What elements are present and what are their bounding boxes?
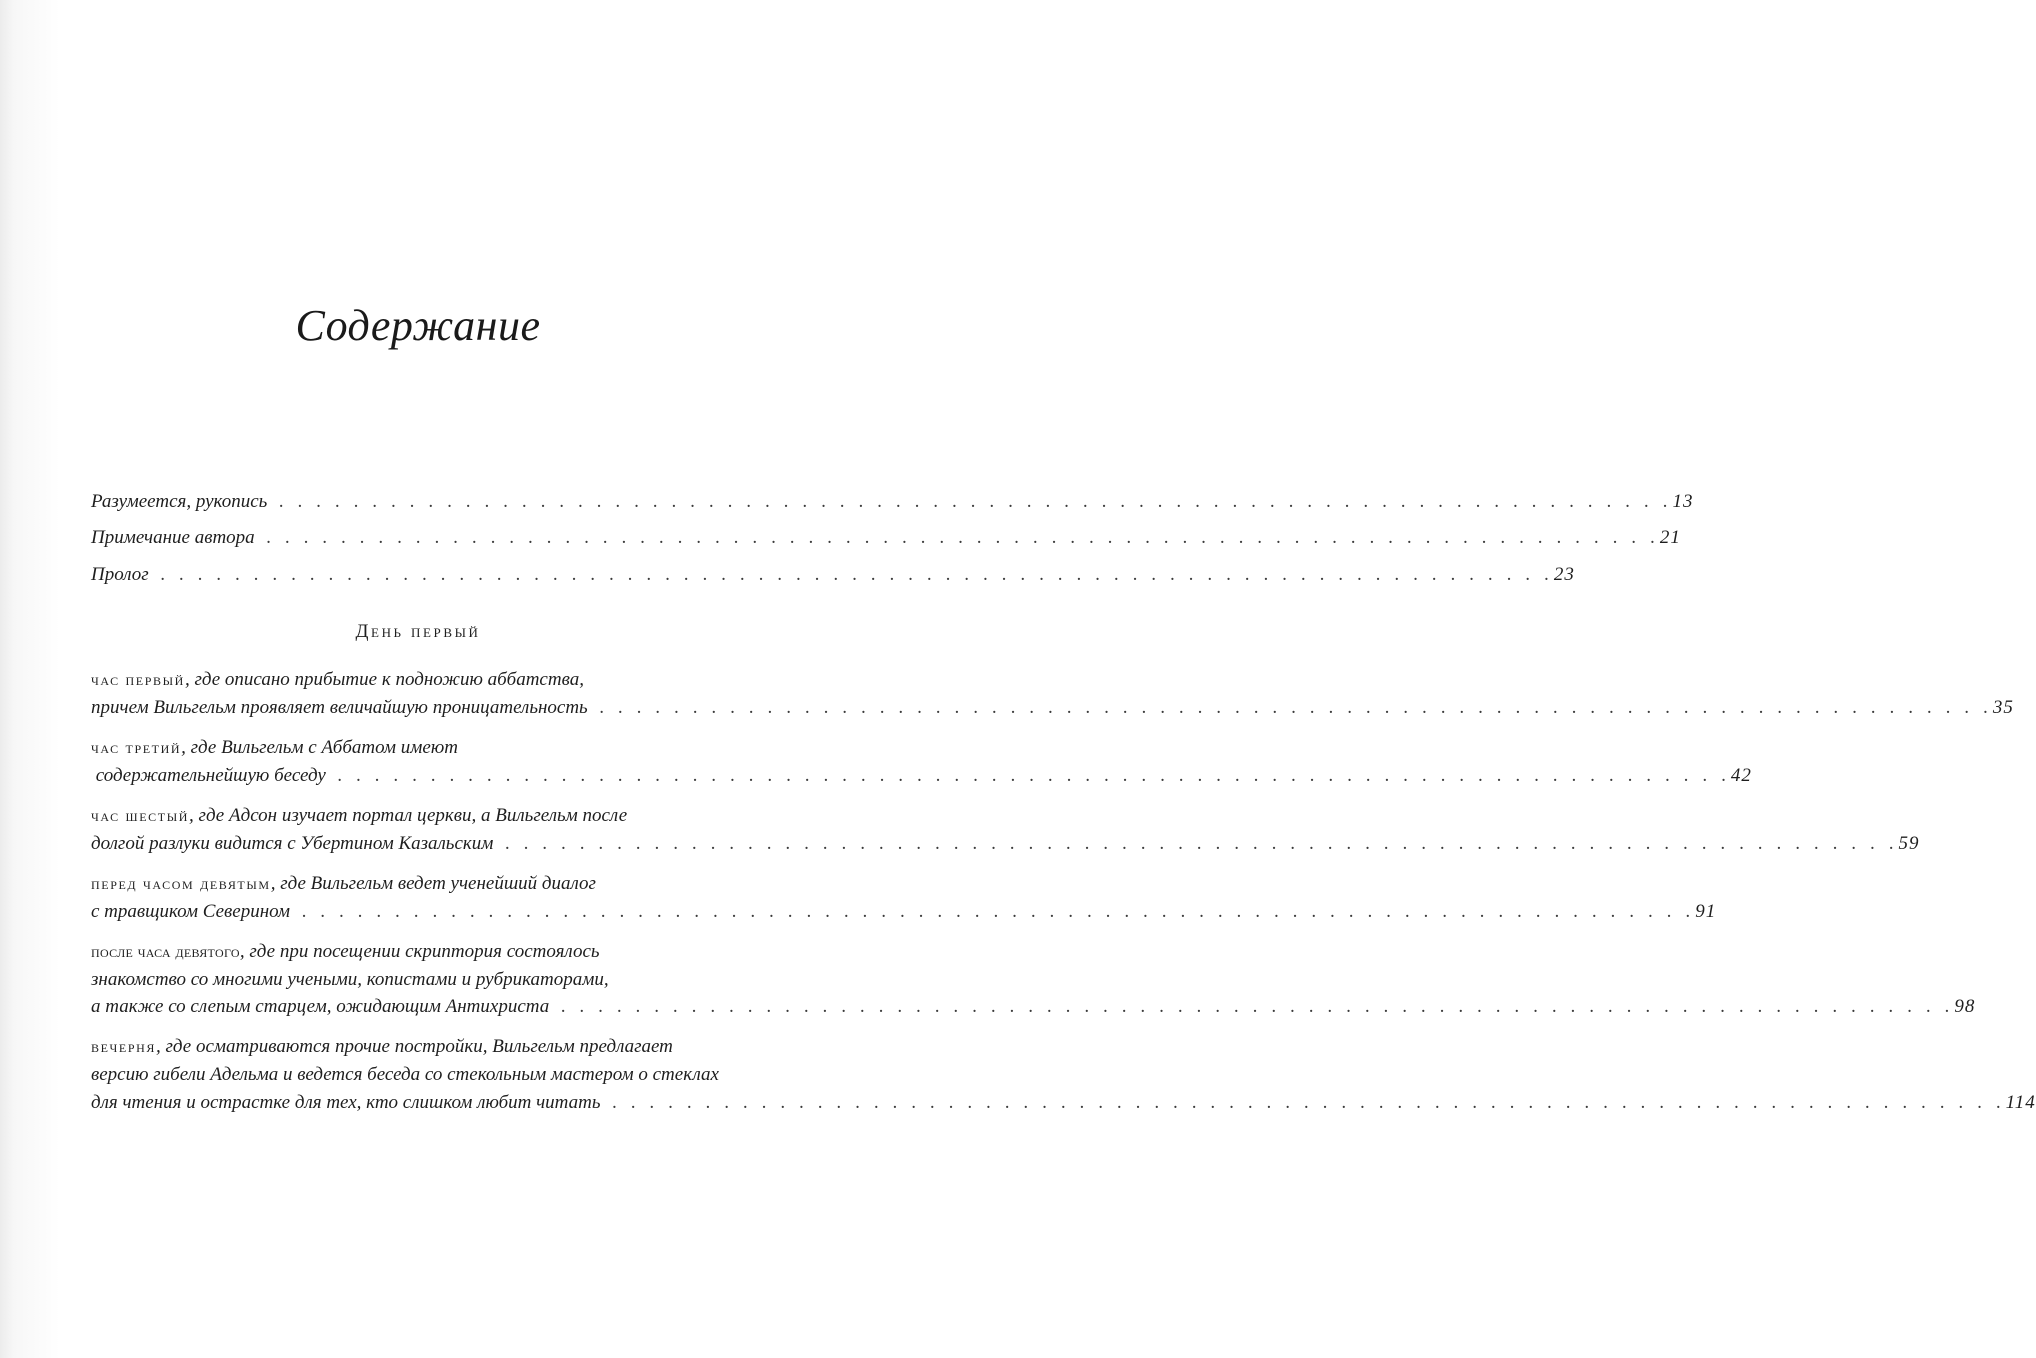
toc-entry-sixth-hour-line-1[interactable]: час шестый, где Адсон изучает портал церкви, а Вильгельм после	[91, 805, 628, 826]
toc-entry-before-ninth-line-1[interactable]: перед часом девятым, где Вильгельм ведет ученейший диалог	[91, 873, 596, 894]
toc-entry-third-hour-line-1[interactable]: час третий, где Вильгельм с Аббатом имеют	[91, 737, 458, 758]
toc-entry-title: Разумеется, рукопись	[91, 491, 268, 512]
toc-page-number: 35	[1992, 697, 2014, 718]
toc-entry-first-hour-line-1[interactable]: час первый, где описано прибытие к подножию аббатства,	[91, 669, 584, 690]
entry-description: знакомство со многими учеными, копистами и рубрикаторами,	[91, 969, 609, 990]
hour-label: после часа девятого	[91, 942, 240, 961]
entry-description: содержательнейшую беседу	[91, 765, 326, 786]
toc-entry-prologue[interactable]	[91, 561, 1575, 589]
entry-description: где осматриваются прочие постройки, Вильгельм предлагает	[165, 1036, 673, 1057]
dot-leader: . . . . . . . . . . . . . . . . . . . . . . . . . . . . . . . . . . . . . . . . . . . . . . . . . . . . . . . . . . . . . . . . . . . . . . . . . . .	[302, 901, 1696, 922]
toc-page-number: 59	[1898, 833, 1920, 854]
entry-description: версию гибели Адельма и ведется беседа со стекольным мастером о стеклах	[91, 1064, 719, 1085]
dot-leader: . . . . . . . . . . . . . . . . . . . . . . . . . . . . . . . . . . . . . . . . . . . . . . . . . . . . . . . . . . . . . . . . . . . . . . . . . . .	[612, 1092, 2006, 1113]
hour-label: перед часом девятым	[91, 874, 271, 893]
entry-description: где описано прибытие к подножию аббатства,	[194, 669, 584, 690]
entry-description: причем Вильгельм проявляет величайшую проницательность	[91, 697, 588, 718]
entry-description: а также со слепым старцем, ожидающим Антихриста	[91, 996, 550, 1017]
toc-entry-after-ninth-line-2[interactable]	[91, 966, 731, 994]
toc-entry-first-hour-line-2[interactable]	[91, 694, 2014, 722]
entry-description: где при посещении скриптория состоялось	[249, 941, 600, 962]
toc-page-number: 42	[1730, 765, 1752, 786]
entry-description: где Вильгельм ведет ученейший диалог	[280, 873, 596, 894]
toc-entry-before-ninth-line-2[interactable]	[91, 898, 1717, 926]
section-heading-day-one: День первый	[355, 621, 481, 642]
toc-page-number: 21	[1659, 527, 1681, 548]
toc-page-number: 23	[1553, 564, 1575, 585]
hour-label: час первый	[91, 670, 185, 689]
toc-entry-manuscript[interactable]	[91, 488, 1694, 516]
hour-label: вечерня	[91, 1037, 157, 1056]
entry-description: где Адсон изучает портал церкви, а Вильгельм после	[198, 805, 628, 826]
toc-entry-author-note[interactable]	[91, 524, 1681, 552]
toc-entry-after-ninth-line-1[interactable]: после часа девятого, где при посещении скриптория состоялось	[91, 941, 600, 962]
toc-entry-vespers-line-2[interactable]	[91, 1061, 731, 1089]
entry-description: для чтения и острастке для тех, кто слишком любит читать	[91, 1092, 601, 1113]
page-title: Содержание	[295, 301, 541, 350]
entry-description: долгой разлуки видится с Убертином Казальским	[91, 833, 494, 854]
toc-page-number: 114	[2005, 1092, 2036, 1113]
toc-page-number: 98	[1954, 996, 1976, 1017]
toc-entry-title: Пролог	[91, 564, 149, 585]
dot-leader: . . . . . . . . . . . . . . . . . . . . . . . . . . . . . . . . . . . . . . . . . . . . . . . . . . . . . . . . . . . . . . . . . . . . . . . . . . .	[160, 564, 1554, 585]
hour-label: час третий	[91, 738, 182, 757]
toc-entry-sixth-hour-line-2[interactable]	[91, 830, 1920, 858]
dot-leader: . . . . . . . . . . . . . . . . . . . . . . . . . . . . . . . . . . . . . . . . . . . . . . . . . . . . . . . . . . . . . . . . . . . . . . . . . . .	[337, 765, 1731, 786]
toc-entry-after-ninth-line-3[interactable]	[91, 993, 1976, 1021]
toc-entry-vespers-line-3[interactable]	[91, 1089, 2036, 1117]
dot-leader: . . . . . . . . . . . . . . . . . . . . . . . . . . . . . . . . . . . . . . . . . . . . . . . . . . . . . . . . . . . . . . . . . . . . . . . . . . .	[279, 491, 1673, 512]
dot-leader: . . . . . . . . . . . . . . . . . . . . . . . . . . . . . . . . . . . . . . . . . . . . . . . . . . . . . . . . . . . . . . . . . . . . . . . . . . .	[505, 833, 1899, 854]
dot-leader: . . . . . . . . . . . . . . . . . . . . . . . . . . . . . . . . . . . . . . . . . . . . . . . . . . . . . . . . . . . . . . . . . . . . . . . . . . .	[561, 996, 1955, 1017]
hour-label: час шестый	[91, 806, 190, 825]
entry-description: где Вильгельм с Аббатом имеют	[190, 737, 458, 758]
toc-page-number: 91	[1695, 901, 1717, 922]
toc-entry-vespers-line-1[interactable]: вечерня, где осматриваются прочие постройки, Вильгельм предлагает	[91, 1036, 673, 1057]
toc-entry-third-hour-line-2[interactable]	[91, 762, 1752, 790]
toc-entry-title: Примечание автора	[91, 527, 255, 548]
toc-page-number: 13	[1672, 491, 1694, 512]
dot-leader: . . . . . . . . . . . . . . . . . . . . . . . . . . . . . . . . . . . . . . . . . . . . . . . . . . . . . . . . . . . . . . . . . . . . . . . . . . .	[266, 527, 1660, 548]
entry-description: с травщиком Северином	[91, 901, 291, 922]
dot-leader: . . . . . . . . . . . . . . . . . . . . . . . . . . . . . . . . . . . . . . . . . . . . . . . . . . . . . . . . . . . . . . . . . . . . . . . . . . .	[599, 697, 1993, 718]
